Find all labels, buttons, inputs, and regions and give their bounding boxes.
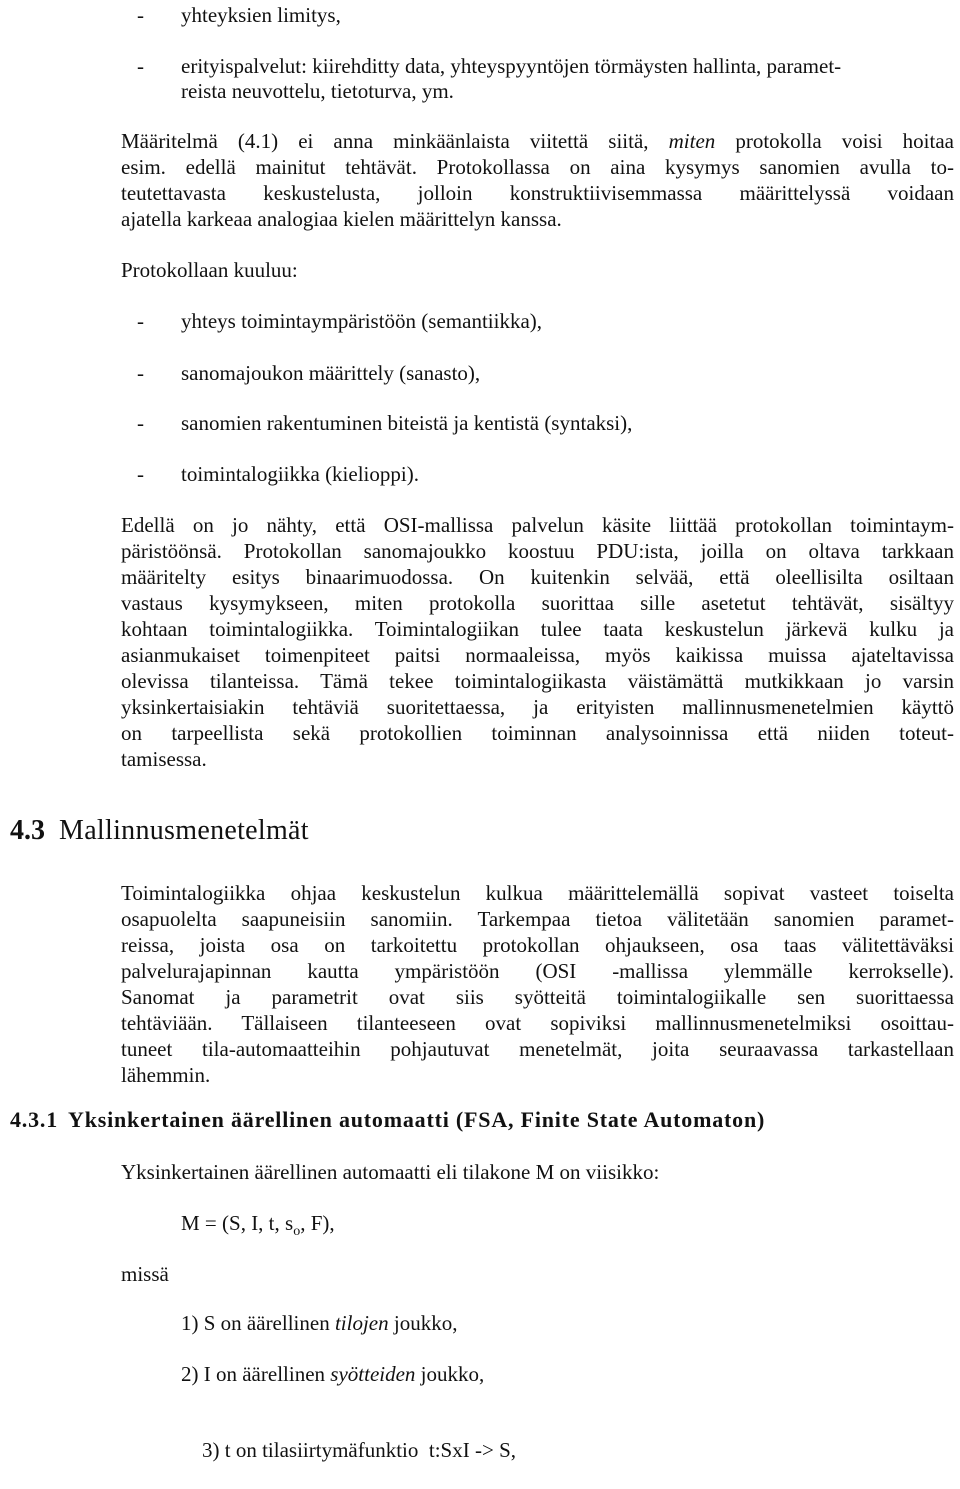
subsection-title: Yksinkertainen äärellinen automaatti (FSA, Finite State Automaton) [68,1107,766,1132]
paragraph-line: asianmukaiset toimenpiteet paitsi normaaleissa, myös kaikissa muissa ajateltavissa [121,643,954,667]
fsa-intro: Yksinkertainen äärellinen automaatti eli tilakone M on viisikko: [121,1160,660,1184]
paragraph-definition-note [121,128,954,232]
list-dash: - [137,462,144,486]
paragraph-line: olevissa tilanteissa. Tämä tekee toimintalogiikasta väistämättä mutkikkaan jo varsin [121,669,954,693]
definition-item [181,1310,457,1336]
text-run: joukko, [415,1362,485,1386]
list-item: yhteyksien limitys, [181,3,341,27]
emphasis: miten [668,129,716,153]
text-run: 1) S on äärellinen [181,1311,335,1335]
text-run: 3) t on tilasiirtymäfunktio t:SxI -> S, [202,1438,516,1462]
list-dash: - [137,3,144,27]
subsection-number: 4.3.1 [10,1107,58,1132]
section-number: 4.3 [10,815,45,846]
formula-text: , F), [300,1211,335,1235]
list-item: erityispalvelut: kiirehditty data, yhteyspyyntöjen törmäysten hallinta, paramet- [181,54,842,78]
list-dash: - [137,309,144,333]
section-heading [10,814,309,848]
emphasis: tilojen [334,1311,389,1335]
list-item: toimintalogiikka (kielioppi). [181,462,419,486]
paragraph-line: reissa, joista osa on tarkoitettu protokollan ohjaukseen, osa taas välitettäväksi [121,933,954,957]
paragraph-line: päristöönsä. Protokollan sanomajoukko koostuu PDU:ista, joilla on oltava tarkkaan [121,539,954,563]
definition-item [181,1411,516,1489]
list-dash: - [137,361,144,385]
missa-label: missä [121,1262,169,1286]
formula-text: M = (S, I, t, s [181,1211,294,1235]
paragraph-line: tamisessa. [121,747,207,771]
includes-intro: Protokollaan kuuluu: [121,258,298,282]
list-item-continuation: reista neuvottelu, tietoturva, ym. [181,79,454,103]
subsection-heading [10,1106,765,1134]
paragraph-line: palvelurajapinnan kautta ympäristöön (OSI -mallissa ylemmälle kerrokselle). [121,959,954,983]
paragraph-line: esim. edellä mainitut tehtävät. Protokollassa on aina kysymys sanomien avulla to- [121,155,954,179]
fsa-formula [181,1210,335,1245]
paragraph-toimintalogiikka [121,880,954,1088]
paragraph-line: lähemmin. [121,1063,211,1087]
paragraph-line [121,128,954,154]
list-item: yhteys toimintaympäristöön (semantiikka), [181,309,543,333]
paragraph-line: Sanomat ja parametrit ovat siis syötteitä toimintalogiikalle sen suorittaessa [121,985,954,1009]
emphasis: syötteiden [330,1362,416,1386]
paragraph-line: teutettavasta keskustelusta, jolloin konstruktiivisemmassa määrittelyssä voidaan [121,181,954,205]
paragraph-line: kohtaan toimintalogiikka. Toimintalogiikan tulee taata keskustelun järkevä kulku ja [121,617,954,641]
list-dash: - [137,411,144,435]
definition-item [181,1361,484,1387]
paragraph-line: Edellä on jo nähty, että OSI-mallissa palvelun käsite liittää protokollan toimintaym- [121,513,954,537]
formula-subscript: o [293,1224,301,1239]
paragraph-line: on tarpeellista sekä protokollien toiminnan analysoinnissa että niiden toteut- [121,721,954,745]
paragraph-line: Toimintalogiikka ohjaa keskustelun kulkua määrittelemällä sopivat vasteet toiselta [121,881,954,905]
paragraph-line: yksinkertaisiakin tehtäviä suoritettaessa, ja erityisten mallinnusmenetelmien käyttö [121,695,954,719]
section-title: Mallinnusmenetelmät [59,815,309,846]
list-item: sanomajoukon määrittely (sanasto), [181,361,481,385]
list-item: sanomien rakentuminen biteistä ja kentistä (syntaksi), [181,411,633,435]
text-run: joukko, [388,1311,458,1335]
text-run: 2) I on äärellinen [181,1362,331,1386]
paragraph-line: määritelty esitys binaarimuodossa. On kuitenkin selvää, että oleellisilta osiltaan [121,565,954,589]
paragraph-line: vastaus kysymykseen, miten protokolla suorittaa sille asetetut tehtävät, sisältyy [121,591,954,615]
paragraph-osi [121,512,954,772]
list-dash: - [137,54,144,78]
paragraph-line: osapuolelta saapuneisiin sanomiin. Tarkempaa tietoa välitetään sanomien paramet- [121,907,954,931]
paragraph-line: ajatella karkeaa analogiaa kielen määrittelyn kanssa. [121,207,562,231]
paragraph-line: tuneet tila-automaatteihin pohjautuvat menetelmät, joita seuraavassa tarkastellaan [121,1037,954,1061]
paragraph-line: tehtäviään. Tällaiseen tilanteeseen ovat sopiviksi mallinnusmenetelmiksi osoittau- [121,1011,954,1035]
text-run: protokolla voisi hoitaa [715,129,954,153]
text-run: Määritelmä (4.1) ei anna minkäänlaista viitettä siitä, [121,129,669,153]
